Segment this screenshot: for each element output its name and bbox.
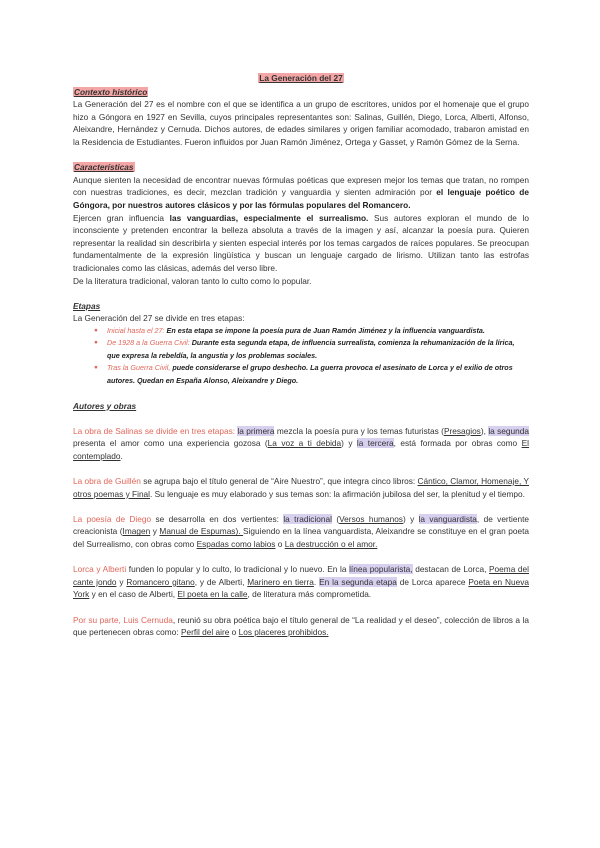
page-title: La Generación del 27 xyxy=(259,73,343,83)
lorca-paragraph: Lorca y Alberti funden lo popular y lo culto, lo tradicional y lo nuevo. En la línea popularista, destacan de Lorca, Poema del cante jondo y Romancero gitano, y de Alberti, Marinero en tierra. En la segunda etapa de Lorca aparece Poeta en Nueva York y en el caso de Alberti, El poeta en la calle, de literatura más comprometida. xyxy=(73,564,529,600)
list-item: ● Inicial hasta el 27: En esta etapa se impone la poesía pura de Juan Ramón Jiménez y la influencia vanguardista. xyxy=(107,325,529,337)
guillen-paragraph: La obra de Guillén se agrupa bajo el título general de “Aire Nuestro”, que integra cinco libros: Cántico, Clamor, Homenaje, Y otros poemas y Final. Su lenguaje es muy elaborado y sus temas son: la afirmación jubilosa del ser, la plenitud y el tiempo. xyxy=(73,476,529,499)
diego-paragraph: La poesía de Diego se desarrolla en dos vertientes: la tradicional (Versos humanos) y la vanguardista, de vertiente creacionista (Imagen y Manual de Espumas). Siguiendo en la línea vanguardista, Aleixandre se constituye en el gran poeta del Surrealismo, con obras como Espadas como labios o La destrucción o el amor. xyxy=(73,513,529,550)
etapas-list xyxy=(73,325,529,387)
contexto-paragraph: La Generación del 27 es el nombre con el que se identifica a un grupo de escritores, unidos por el homenaje que el grupo hizo a Góngora en 1927 en Sevilla, cuyos principales representantes son: Salinas, Guillén, Diego, Lorca, Alberti, Alfonso, Aleixandre, Hernández y Cernuda. Dichos autores, de edades similares y origen familiar acomodado, trabaron amistad en la Residencia de Estudiantes. Fueron influidos por Juan Ramón Jiménez, Ortega y Gasset, y Ramón Gómez de la Serna. xyxy=(73,99,529,147)
document-page xyxy=(73,72,529,639)
etapas-intro: La Generación del 27 se divide en tres etapas: xyxy=(73,313,245,324)
list-item: ● De 1928 a la Guerra Civil: Durante esta segunda etapa, de influencia surrealista, comienza la rehumanización de la lírica, que expresa la rebeldía, la angustia y los problemas sociales. xyxy=(107,337,529,362)
salinas-paragraph: La obra de Salinas se divide en tres etapas: la primera mezcla la poesía pura y los temas futuristas (Presagios), la segunda presenta el amor como una experiencia gozosa (La voz a ti debida) y la tercera, está formada por obras como El contemplado. xyxy=(73,425,529,461)
caracteristicas-paragraph-2: Ejercen gran influencia las vanguardias, especialmente el surrealismo. Sus autores exploran el mundo de lo inconsciente y pretenden encontrar la belleza absoluta a través de la imagen y así, alcanzar la poesía pura. Quieren representar la realidad sin describirla y sienten especial interés por los temas cargados de raíces populares. Se preocupan fundamentalmente de la expresión lingüística y buscan un lenguaje cargado de lirismo. Utilizan tanto las estrofas tradicionales como las clásicas, además del verso libre. xyxy=(73,212,529,273)
cernuda-paragraph: Por su parte, Luis Cernuda, reunió su obra poética bajo el título general de “La realidad y el deseo”, colección de libros a la que pertenecen obras como: Perfil del aire o Los placeres prohibidos. xyxy=(73,614,529,638)
caracteristicas-paragraph-3: De la literatura tradicional, valoran tanto lo culto como lo popular. xyxy=(73,275,312,286)
list-item: ● Tras la Guerra Civil, puede considerarse el grupo deshecho. La guerra provoca el asesinato de Lorca y el exilio de otros autores. Quedan en España Alonso, Aleixandre y Diego. xyxy=(107,362,529,387)
section-heading-autores: Autores y obras xyxy=(73,400,137,411)
caracteristicas-paragraph-1: Aunque sienten la necesidad de encontrar nuevas fórmulas poéticas que expresen mejor los temas que tratan, no rompen con nuestras tradiciones, es decir, mezclan tradición y vanguardia y sienten admiración por el lenguaje poético de Góngora, por nuestros autores clásicos y por las fórmulas populares del Romancero. xyxy=(73,174,529,210)
section-heading-caracteristicas: Características xyxy=(74,162,134,173)
section-heading-contexto: Contexto histórico xyxy=(74,86,148,97)
section-heading-etapas: Etapas xyxy=(73,300,101,311)
